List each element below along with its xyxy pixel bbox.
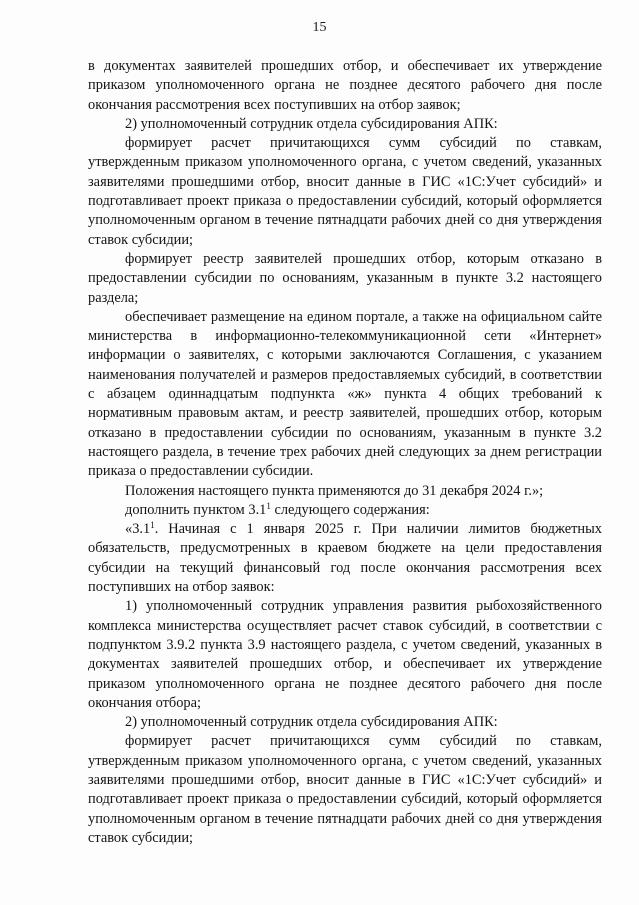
paragraph-text: следующего содержания: <box>270 501 430 518</box>
paragraph <box>88 520 602 597</box>
paragraph: Положения настоящего пункта применяются до 31 декабря 2024 г.»; <box>125 482 544 499</box>
paragraph: 2) уполномоченный сотрудник отдела субсидирования АПК: <box>125 714 498 731</box>
paragraph-text: «3.1 <box>125 521 151 538</box>
paragraph: 1) уполномоченный сотрудник управления развития рыбохозяйственного комплекса министерства осуществляет расчет ставок субсидий, в соответствии с подпунктом 3.9.2 пункта 3.9 настоящего раздела, с учетом сведений, указанных в документах заявителей прошедших отбор, и обеспечивает их утверждение приказом уполномоченного органа не позднее десятого рабочего дня после окончания отбора; <box>88 598 602 711</box>
document-body <box>88 57 602 848</box>
paragraph-text: . Начиная с 1 января 2025 г. При наличии лимитов бюджетных обязательств, предусмотренных в краевом бюджете на цели предоставления субсидии на текущий финансовый год после окончания рассмотрения всех поступивших на отбор заявок: <box>88 521 602 596</box>
paragraph: в документах заявителей прошедших отбор, и обеспечивает их утверждение приказом уполномоченного органа не позднее десятого рабочего дня после окончания рассмотрения всех поступивших на отбор заявок; <box>88 58 602 113</box>
paragraph <box>88 501 602 520</box>
superscript: 1 <box>266 500 271 511</box>
paragraph: формирует расчет причитающихся сумм субсидий по ставкам, утвержденным приказом уполномоченного органа, с учетом сведений, указанных заявителями прошедшими отбор, вносит данные в ГИС «1С:Учет субсидий» и подготавливает проект приказа о предоставлении субсидий, который оформляется уполномоченным органом в течение пятнадцати рабочих дней со дня утверждения ставок субсидии; <box>88 733 602 846</box>
superscript: 1 <box>150 520 155 531</box>
paragraph: формирует реестр заявителей прошедших отбор, которым отказано в предоставлении субсидии по основаниям, указанным в пункте 3.2 настоящего раздела; <box>88 250 602 306</box>
paragraph: обеспечивает размещение на едином портале, а также на официальном сайте министерства в информационно-телекоммуникационной сети «Интернет» информации о заявителях, с которыми заключаются Соглашения, с указанием наименования получателей и размеров предоставляемых субсидий, в соответствии с абзацем одиннадцатым подпункта «ж» пункта 4 общих требований к нормативным правовым актам, и реестр заявителей, прошедших отбор, которым отказано в предоставлении субсидии по основаниям, указанным в пункте 3.2 настоящего раздела, в течение трех рабочих дней следующих за днем регистрации приказа о предоставлении субсидии. <box>88 308 602 480</box>
paragraph: формирует расчет причитающихся сумм субсидий по ставкам, утвержденным приказом уполномоченного органа, с учетом сведений, указанных заявителями прошедшими отбор, вносит данные в ГИС «1С:Учет субсидий» и подготавливает проект приказа о предоставлении субсидий, который оформляется уполномоченным органом в течение пятнадцати рабочих дней со дня утверждения ставок субсидии; <box>88 135 602 248</box>
paragraph-text: дополнить пунктом 3.1 <box>125 501 267 518</box>
paragraph: 2) уполномоченный сотрудник отдела субсидирования АПК: <box>125 115 498 132</box>
page-number: 15 <box>312 20 327 35</box>
